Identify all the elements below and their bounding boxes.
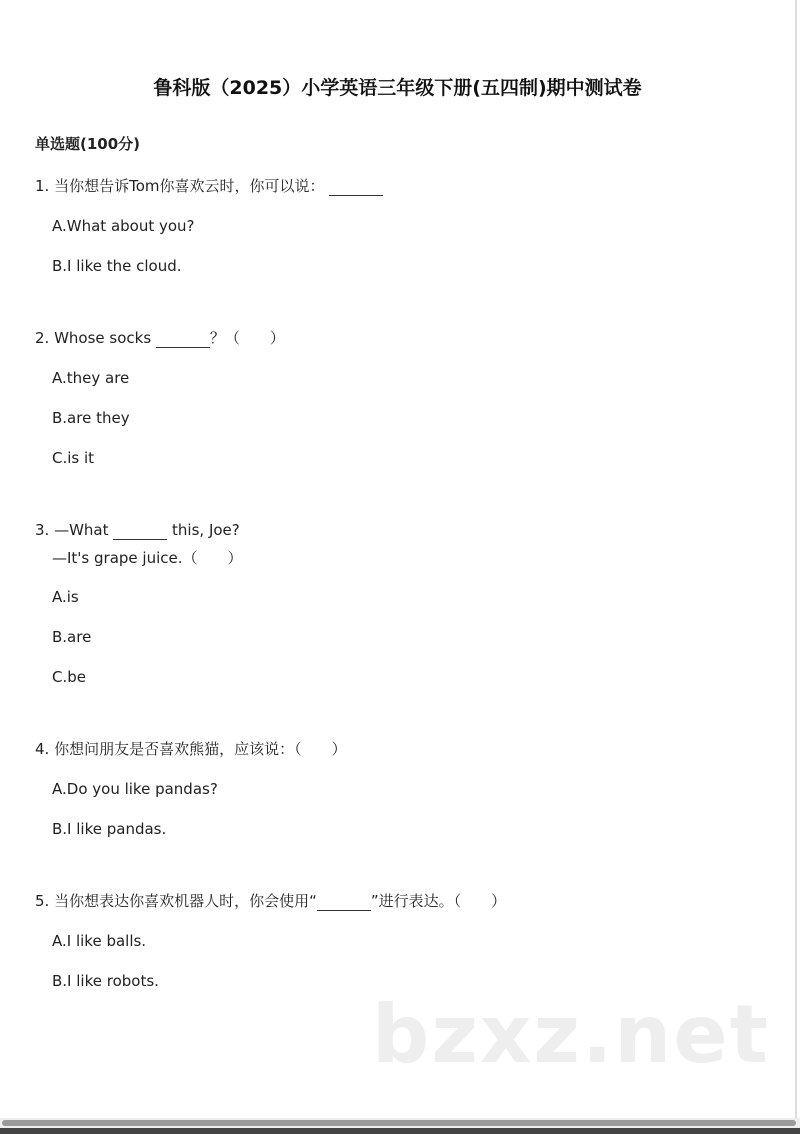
option: B.I like the cloud. <box>52 257 182 275</box>
option: A.What about you? <box>52 217 195 235</box>
question-3-line2: —It's grape juice.（ ） <box>52 549 243 567</box>
background-strip <box>0 1128 800 1134</box>
question-text: 4. 你想问朋友是否喜欢熊猫，应该说：（ ） <box>35 740 347 758</box>
question-text-after: ”进行表达。（ ） <box>370 892 507 910</box>
question-4 <box>35 739 347 759</box>
question-text-after: this, Joe? <box>167 521 240 539</box>
question-text-after: ？（ ） <box>209 329 285 347</box>
question-text: 1. 当你想告诉Tom你喜欢云时，你可以说： <box>35 177 325 195</box>
page-title: 鲁科版（2025）小学英语三年级下册(五四制)期中测试卷 <box>153 77 642 99</box>
option: B.I like pandas. <box>52 820 167 838</box>
question-text: 3. —What <box>35 521 114 539</box>
answer-blank <box>156 331 210 348</box>
answer-blank <box>329 179 383 196</box>
option: B.are they <box>52 409 130 427</box>
question-2 <box>35 328 285 348</box>
option: A.they are <box>52 369 130 387</box>
watermark: bzxz.net <box>372 988 770 1081</box>
question-3 <box>35 520 240 540</box>
option: A.is <box>52 588 79 606</box>
answer-blank <box>113 523 167 540</box>
option: C.is it <box>52 449 95 467</box>
section-heading: 单选题(100分) <box>35 135 141 153</box>
question-text: 2. Whose socks <box>35 329 156 347</box>
question-text: 5. 当你想表达你喜欢机器人时，你会使用“ <box>35 892 317 910</box>
question-5 <box>35 891 506 911</box>
option: C.be <box>52 668 86 686</box>
option: B.I like robots. <box>52 972 159 990</box>
option: A.I like balls. <box>52 932 147 950</box>
option: A.Do you like pandas? <box>52 780 218 798</box>
scrollbar-thumb[interactable] <box>2 1120 796 1126</box>
question-1 <box>35 176 383 196</box>
horizontal-scrollbar[interactable] <box>0 1118 800 1128</box>
option: B.are <box>52 628 92 646</box>
answer-blank <box>317 894 371 911</box>
